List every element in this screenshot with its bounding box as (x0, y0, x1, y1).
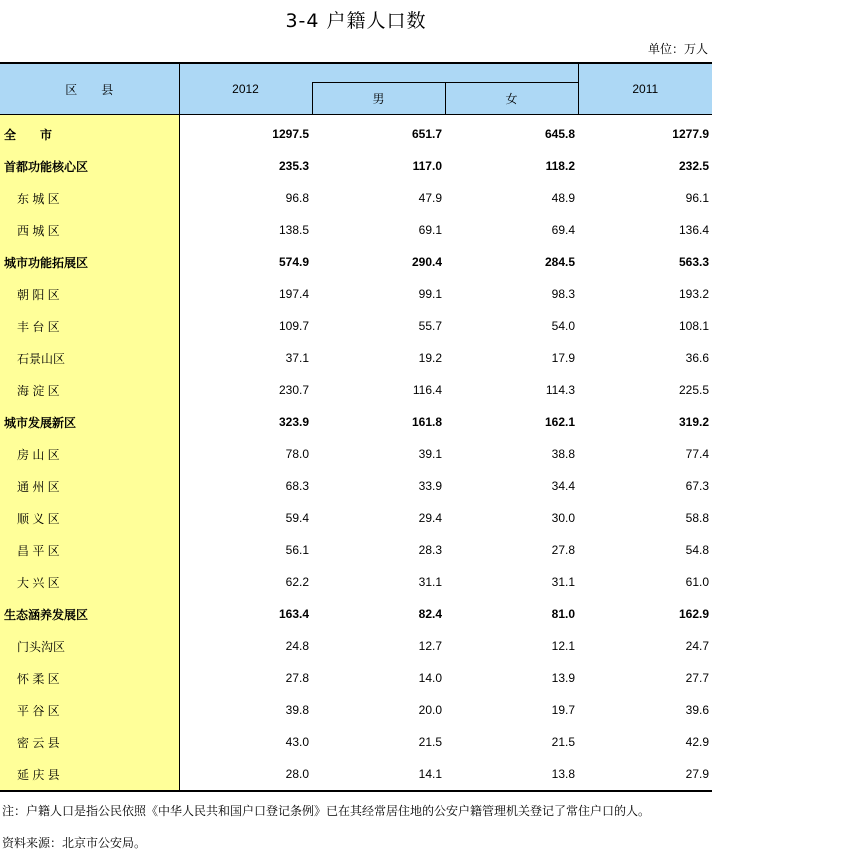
row-name: 城市发展新区 (0, 406, 179, 438)
header-2012-span (312, 63, 578, 83)
header-female: 女 (445, 83, 578, 115)
value-female: 48.9 (551, 191, 575, 205)
value-male: 12.7 (418, 639, 442, 653)
value-2011: 1277.9 (672, 127, 709, 141)
value-2012: 59.4 (285, 511, 309, 525)
row-name: 房 山 区 (0, 438, 179, 470)
row-name: 海 淀 区 (0, 374, 179, 406)
value-2012: 96.8 (285, 191, 309, 205)
row-name: 城市功能拓展区 (0, 246, 179, 278)
row-name: 昌 平 区 (0, 534, 179, 566)
value-female: 17.9 (551, 351, 575, 365)
table-row (0, 598, 712, 630)
value-2011: 27.9 (578, 758, 712, 791)
row-name: 全 市 (0, 115, 179, 151)
value-male: 161.8 (411, 415, 442, 429)
table-row (0, 566, 712, 598)
row-name: 西 城 区 (0, 214, 179, 246)
value-2011: 36.6 (685, 351, 709, 365)
value-male: 20.0 (418, 703, 442, 717)
row-name: 门头沟区 (0, 630, 179, 662)
value-2011: 27.7 (685, 671, 709, 685)
table-row (0, 278, 712, 310)
row-name: 大 兴 区 (0, 566, 179, 598)
source-note: 资料来源：北京市公安局。 (2, 836, 147, 850)
value-2012: 37.1 (285, 351, 309, 365)
value-female: 13.8 (445, 758, 578, 791)
value-2012: 27.8 (285, 671, 309, 685)
value-male: 19.2 (418, 351, 442, 365)
value-2012: 39.8 (285, 703, 309, 717)
value-male: 290.4 (411, 255, 442, 269)
row-name: 生态涵养发展区 (0, 598, 179, 630)
table-row (0, 694, 712, 726)
value-female: 284.5 (544, 255, 575, 269)
value-male: 21.5 (418, 735, 442, 749)
value-male: 55.7 (418, 319, 442, 333)
row-name: 密 云 县 (0, 726, 179, 758)
table-row (0, 310, 712, 342)
table-row (0, 438, 712, 470)
value-2011: 108.1 (678, 319, 709, 333)
table-header-row (0, 63, 712, 83)
value-female: 114.3 (545, 383, 575, 397)
row-name: 顺 义 区 (0, 502, 179, 534)
value-2011: 54.8 (685, 543, 709, 557)
value-male: 117.0 (412, 159, 442, 173)
unit-label: 单位：万人 (647, 42, 708, 56)
table-row (0, 406, 712, 438)
header-male: 男 (312, 83, 445, 115)
row-name: 丰 台 区 (0, 310, 179, 342)
value-2011: 67.3 (685, 479, 709, 493)
value-male: 14.0 (418, 671, 442, 685)
value-male: 47.9 (418, 191, 442, 205)
value-female: 645.8 (544, 127, 575, 141)
value-2012: 235.3 (278, 159, 309, 173)
value-female: 54.0 (551, 319, 575, 333)
value-2012: 56.1 (285, 543, 309, 557)
value-2011: 39.6 (685, 703, 709, 717)
value-2011: 193.2 (678, 287, 709, 301)
value-female: 81.0 (551, 607, 575, 621)
value-2012: 28.0 (179, 758, 312, 791)
value-2011: 225.5 (678, 383, 709, 397)
value-2012: 163.4 (278, 607, 309, 621)
value-male: 39.1 (418, 447, 442, 461)
table-row (0, 246, 712, 278)
table-row (0, 374, 712, 406)
value-2012: 1297.5 (272, 127, 309, 141)
header-2012: 2012 (179, 63, 312, 115)
value-2011: 232.5 (678, 159, 709, 173)
table-row (0, 502, 712, 534)
row-name: 平 谷 区 (0, 694, 179, 726)
table-row (0, 662, 712, 694)
value-2012: 197.4 (278, 287, 309, 301)
value-male: 33.9 (418, 479, 442, 493)
value-male: 28.3 (418, 543, 442, 557)
value-male: 116.4 (412, 383, 442, 397)
header-2011: 2011 (578, 63, 712, 115)
value-2012: 574.9 (278, 255, 309, 269)
table-row (0, 182, 712, 214)
value-male: 31.1 (418, 575, 442, 589)
value-female: 34.4 (551, 479, 575, 493)
value-2011: 58.8 (685, 511, 709, 525)
value-2012: 62.2 (285, 575, 309, 589)
value-female: 13.9 (551, 671, 575, 685)
footnote: 注：户籍人口是指公民依照《中华人民共和国户口登记条例》已在其经常居住地的公安户籍管理机关登记了常住户口的人。 (2, 804, 651, 818)
table-row (0, 342, 712, 374)
table-row (0, 758, 712, 791)
row-name: 通 州 区 (0, 470, 179, 502)
value-2011: 77.4 (685, 447, 709, 461)
value-2012: 138.5 (278, 223, 309, 237)
table-row (0, 214, 712, 246)
value-2011: 136.4 (678, 223, 709, 237)
value-female: 69.4 (551, 223, 575, 237)
value-female: 38.8 (551, 447, 575, 461)
value-2012: 78.0 (285, 447, 309, 461)
table-row (0, 630, 712, 662)
value-2012: 323.9 (278, 415, 309, 429)
value-female: 162.1 (544, 415, 575, 429)
row-name: 怀 柔 区 (0, 662, 179, 694)
row-name: 延 庆 县 (0, 758, 179, 791)
value-2011: 61.0 (685, 575, 709, 589)
value-male: 651.7 (411, 127, 442, 141)
value-female: 31.1 (551, 575, 575, 589)
value-2012: 24.8 (285, 639, 309, 653)
value-2011: 42.9 (685, 735, 709, 749)
value-2012: 68.3 (285, 479, 309, 493)
value-2012: 109.7 (278, 319, 309, 333)
value-female: 30.0 (551, 511, 575, 525)
table-row (0, 726, 712, 758)
row-name: 朝 阳 区 (0, 278, 179, 310)
value-2011: 319.2 (678, 415, 709, 429)
value-2011: 96.1 (685, 191, 709, 205)
value-male: 69.1 (418, 223, 442, 237)
value-2011: 24.7 (685, 639, 709, 653)
header-district: 区 县 (0, 63, 179, 115)
value-female: 21.5 (551, 735, 575, 749)
value-male: 99.1 (418, 287, 442, 301)
row-name: 石景山区 (0, 342, 179, 374)
value-male: 82.4 (418, 607, 442, 621)
table-row (0, 470, 712, 502)
value-female: 98.3 (551, 287, 575, 301)
row-name: 东 城 区 (0, 182, 179, 214)
value-female: 12.1 (551, 639, 575, 653)
table-row (0, 115, 712, 151)
table-row (0, 150, 712, 182)
value-2012: 230.7 (278, 383, 309, 397)
value-female: 27.8 (551, 543, 575, 557)
page-title: 3-4 户籍人口数 (285, 10, 427, 32)
value-male: 29.4 (418, 511, 442, 525)
value-2012: 43.0 (285, 735, 309, 749)
table-row (0, 534, 712, 566)
population-table (0, 62, 712, 792)
value-2011: 162.9 (678, 607, 709, 621)
value-male: 14.1 (312, 758, 445, 791)
value-female: 118.2 (545, 159, 575, 173)
value-female: 19.7 (551, 703, 575, 717)
row-name: 首都功能核心区 (0, 150, 179, 182)
value-2011: 563.3 (678, 255, 709, 269)
